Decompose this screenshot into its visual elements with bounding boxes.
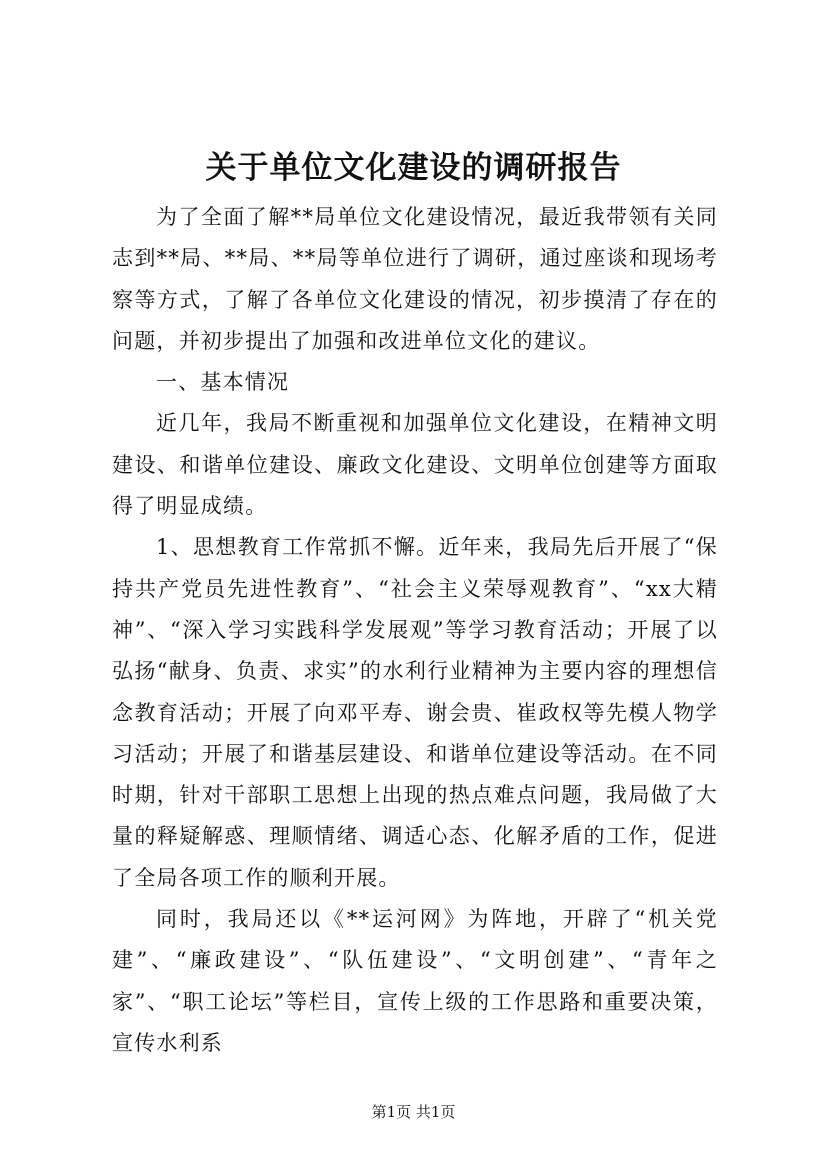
paragraph-recent-years: 近几年，我局不断重视和加强单位文化建设，在精神文明建设、和谐单位建设、廉政文化建设、文明单位创建等方面取得了明显成绩。 bbox=[112, 411, 718, 519]
section-heading-basic-situation: 一、基本情况 bbox=[156, 370, 290, 395]
document-title: 关于单位文化建设的调研报告 bbox=[205, 150, 622, 186]
paragraph-intro: 为了全面了解**局单位文化建设情况，最近我带领有关同志到**局、**局、**局等单位进行了调研，通过座谈和现场考察等方式，了解了各单位文化建设的情况，初步摸清了存在的问题，并初步提出了加强和改进单位文化的建议。 bbox=[112, 205, 718, 353]
page-number-footer: 第1页 共1页 bbox=[371, 1103, 456, 1121]
paragraph-ideological-education: 1、思想教育工作常抓不懈。近年来，我局先后开展了“保持共产党员先进性教育”、“社会主义荣辱观教育”、“xx大精神”、“深入学习实践科学发展观”等学习教育活动；开展了以弘扬“献身、负责、求实”的水利行业精神为主要内容的理想信念教育活动；开展了向邓平寿、谢会贵、崔政权等先模人物学习活动；开展了和谐基层建设、和谐单位建设等活动。在不同时期，针对干部职工思想上出现的热点难点问题，我局做了大量的释疑解惑、理顺情绪、调适心态、化解矛盾的工作，促进了全局各项工作的顺利开展。 bbox=[112, 535, 718, 890]
document-body bbox=[112, 197, 718, 1064]
paragraph-meanwhile: 同时，我局还以《**运河网》为阵地，开辟了“机关党建”、“廉政建设”、“队伍建设”、“文明创建”、“青年之家”、“职工论坛”等栏目，宣传上级的工作思路和重要决策，宣传水利系 bbox=[112, 907, 718, 1055]
